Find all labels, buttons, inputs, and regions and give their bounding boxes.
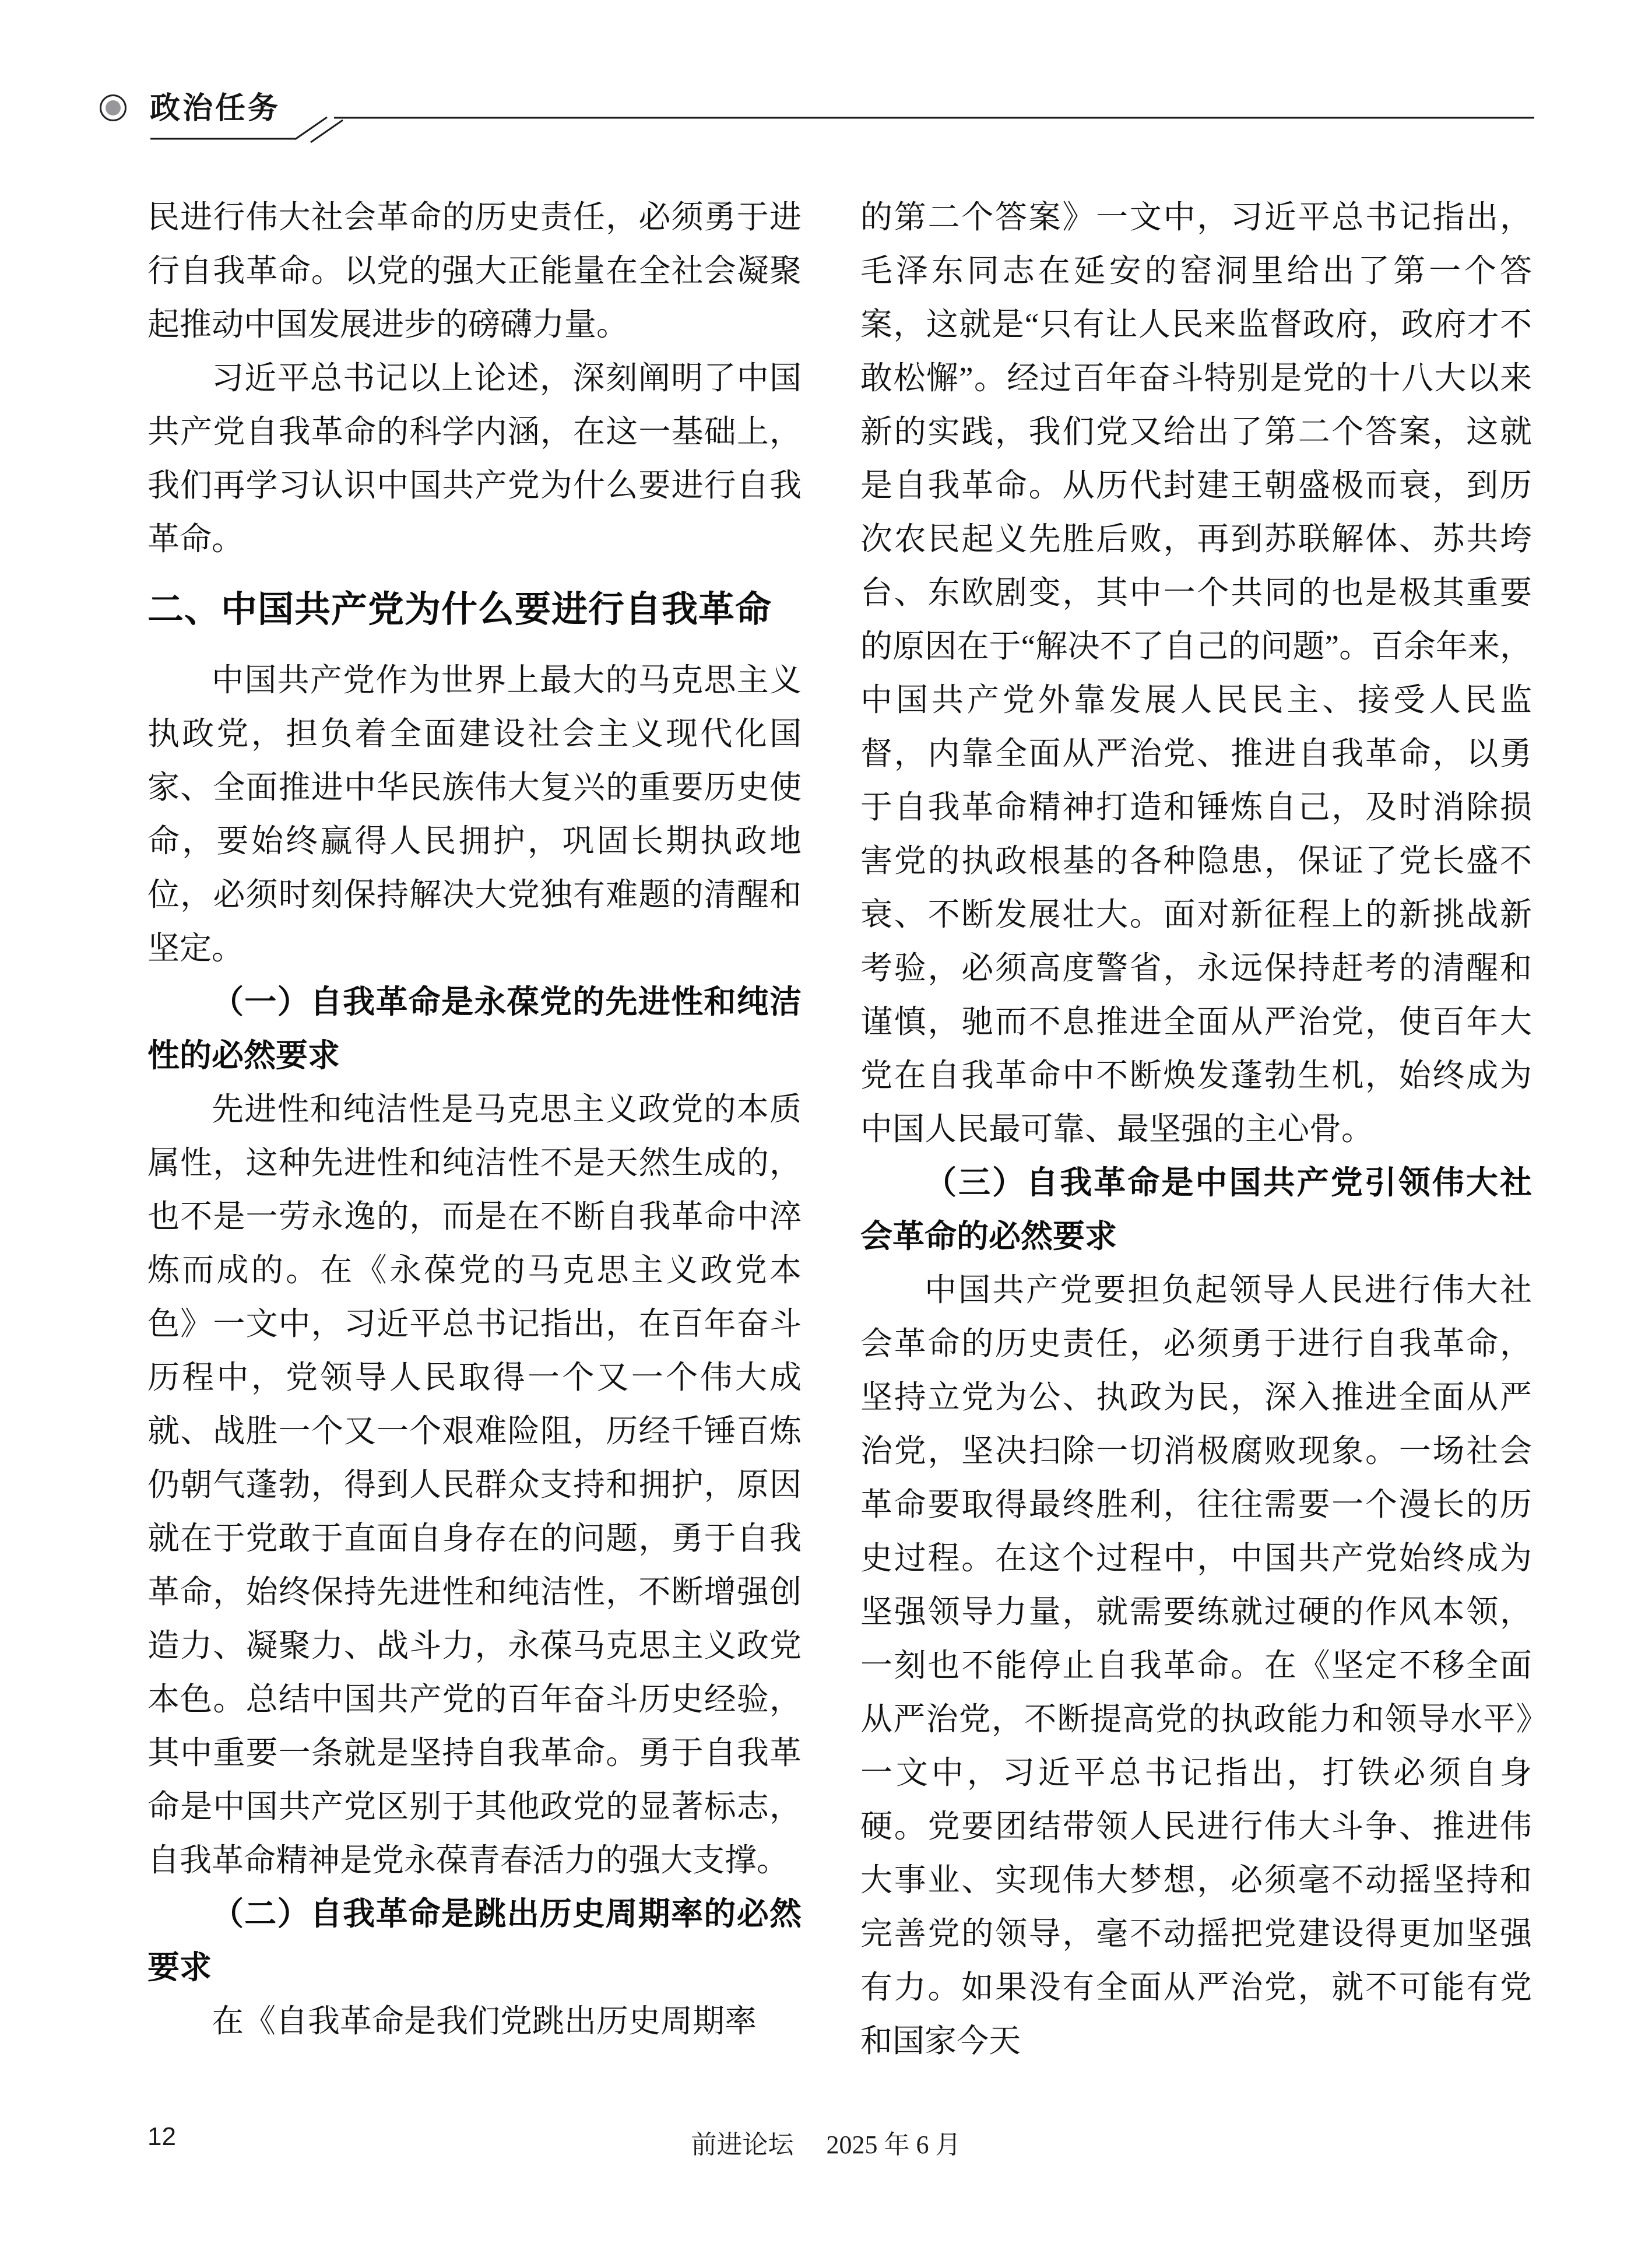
subheading: （一）自我革命是永葆党的先进性和纯洁性的必然要求: [147, 984, 802, 1073]
section-heading: 二、中国共产党为什么要进行自我革命: [147, 589, 772, 630]
footer-journal-line: [0, 2123, 1652, 2161]
paragraph: 先进性和纯洁性是马克思主义政党的本质属性，这种先进性和纯洁性不是天然生成的，也不是一劳永逸的，而是在不断自我革命中淬炼而成的。在《永葆党的马克思主义政党本色》一文中，习近平总书记指出，在百年奋斗历程中，党领导人民取得一个又一个伟大成就、战胜一个又一个艰难险阻，历经千锤百炼仍朝气蓬勃，得到人民群众支持和拥护，原因就在于党敢于直面自身存在的问题，勇于自我革命，始终保持先进性和纯洁性，不断增强创造力、凝聚力、战斗力，永葆马克思主义政党本色。总结中国共产党的百年奋斗历史经验，其中重要一条就是坚持自我革命。勇于自我革命是中国共产党区别于其他政党的显著标志，自我革命精神是党永葆青春活力的强大支撑。: [147, 1091, 802, 1878]
page-number: 12: [147, 2122, 176, 2151]
right-column: [860, 191, 1532, 2068]
paragraph: 习近平总书记以上论述，深刻阐明了中国共产党自我革命的科学内涵，在这一基础上，我们再学习认识中国共产党为什么要进行自我革命。: [147, 360, 802, 557]
section-title: 政治任务: [150, 92, 281, 125]
left-column: [147, 191, 802, 2048]
paragraph: 在《自我革命是我们党跳出历史周期率: [212, 2003, 757, 2039]
subheading: （三）自我革命是中国共产党引领伟大社会革命的必然要求: [860, 1165, 1532, 1254]
subheading: （二）自我革命是跳出历史周期率的必然要求: [147, 1896, 802, 1985]
paragraph: 中国共产党作为世界上最大的马克思主义执政党，担负着全面建设社会主义现代化国家、全面推进中华民族伟大复兴的重要历史使命，要始终赢得人民拥护，巩固长期执政地位，必须时刻保持解决大党独有难题的清醒和坚定。: [147, 662, 802, 966]
paragraph: 中国共产党要担负起领导人民进行伟大社会革命的历史责任，必须勇于进行自我革命，坚持立党为公、执政为民，深入推进全面从严治党，坚决扫除一切消极腐败现象。一场社会革命要取得最终胜利，往往需要一个漫长的历史过程。在这个过程中，中国共产党始终成为坚强领导力量，就需要练就过硬的作风本领，一刻也不能停止自我革命。在《坚定不移全面从严治党，不断提高党的执政能力和领导水平》一文中，习近平总书记指出，打铁必须自身硬。党要团结带领人民进行伟大斗争、推进伟大事业、实现伟大梦想，必须毫不动摇坚持和完善党的领导，毫不动摇把党建设得更加坚强有力。如果没有全面从严治党，就不可能有党和国家今天: [860, 1272, 1532, 2059]
journal-name: 前进论坛: [691, 2130, 794, 2159]
issue-date: 2025 年 6 月: [826, 2130, 961, 2159]
paragraph-continued: 的第二个答案》一文中，习近平总书记指出，毛泽东同志在延安的窑洞里给出了第一个答案，这就是“只有让人民来监督政府，政府才不敢松懈”。经过百年奋斗特别是党的十八大以来新的实践，我们党又给出了第二个答案，这就是自我革命。从历代封建王朝盛极而衰，到历次农民起义先胜后败，再到苏联解体、苏共垮台、东欧剧变，其中一个共同的也是极其重要的原因在于“解决不了自己的问题”。百余年来，中国共产党外靠发展人民民主、接受人民监督，内靠全面从严治党、推进自我革命，以勇于自我革命精神打造和锤炼自己，及时消除损害党的执政根基的各种隐患，保证了党长盛不衰、不断发展壮大。面对新征程上的新挑战新考验，必须高度警省，永远保持赶考的清醒和谨慎，驰而不息推进全面从严治党，使百年大党在自我革命中不断焕发蓬勃生机，始终成为中国人民最可靠、最坚强的主心骨。: [860, 199, 1532, 1147]
header-rule-decoration: [0, 0, 1652, 175]
paragraph-continued: 民进行伟大社会革命的历史责任，必须勇于进行自我革命。以党的强大正能量在全社会凝聚起推动中国发展进步的磅礴力量。: [147, 199, 802, 342]
